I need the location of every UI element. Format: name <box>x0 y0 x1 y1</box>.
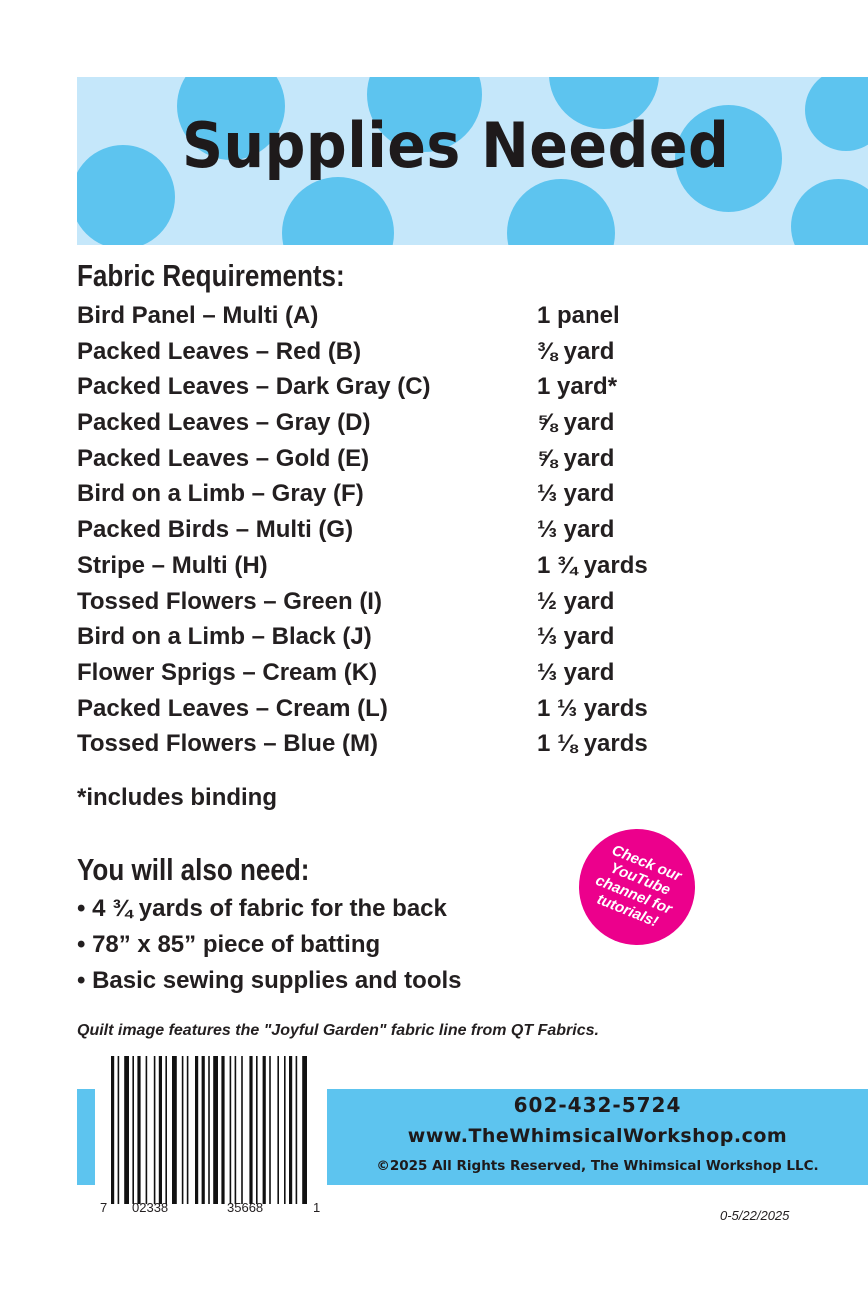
fabric-requirements-heading: Fabric Requirements: <box>77 258 345 293</box>
fabric-row <box>77 373 777 409</box>
barcode-bar <box>202 1056 205 1204</box>
barcode-bar <box>249 1056 252 1204</box>
binding-footnote: *includes binding <box>77 784 278 811</box>
fabric-name: Bird Panel – Multi (A) <box>77 302 319 329</box>
fabric-amount: ⅝ yard <box>537 444 615 472</box>
barcode-bar <box>277 1056 279 1204</box>
document-code: 0-5/22/2025 <box>720 1208 790 1223</box>
copyright-text: ©2025 All Rights Reserved, The Whimsical Workshop LLC. <box>376 1158 819 1174</box>
fabric-amount: ⅝ yard <box>537 409 615 437</box>
fabric-amount: 1 yard* <box>537 373 618 401</box>
fabric-row <box>77 445 777 481</box>
website-link[interactable]: www.TheWhimsicalWorkshop.com <box>407 1125 788 1147</box>
fabric-row <box>77 516 777 552</box>
fabric-amount: 1 ¾ yards <box>537 551 648 579</box>
barcode-digit: 1 <box>313 1200 321 1215</box>
fabric-amount: ½ yard <box>537 587 615 615</box>
barcode-bar <box>296 1056 298 1204</box>
barcode-bar <box>111 1056 114 1204</box>
barcode-bar <box>213 1056 218 1204</box>
fabric-name: Packed Leaves – Red (B) <box>77 337 362 365</box>
fabric-name: Stripe – Multi (H) <box>77 551 268 579</box>
barcode-bar <box>263 1056 266 1204</box>
barcode-bar <box>284 1056 286 1204</box>
fabric-name: Packed Leaves – Gray (D) <box>77 409 371 437</box>
fabric-name: Bird on a Limb – Gray (F) <box>77 480 364 508</box>
barcode-digit: 7 <box>100 1200 108 1215</box>
fabric-row <box>77 338 777 374</box>
barcode-bar <box>165 1056 167 1204</box>
barcode-digit: 35668 <box>227 1200 264 1215</box>
barcode-bar <box>256 1056 258 1204</box>
fabric-name: Tossed Flowers – Green (I) <box>77 587 382 615</box>
fabric-row <box>77 730 777 766</box>
accent-strip <box>77 1089 95 1185</box>
fabric-amount: 1 panel <box>537 302 620 329</box>
fabric-amount: 1 ⅛ yards <box>537 730 648 758</box>
barcode-bar <box>187 1056 189 1204</box>
fabric-row <box>77 659 777 695</box>
youtube-badge <box>579 829 695 945</box>
barcode-bar <box>241 1056 243 1204</box>
also-need-heading: You will also need: <box>77 852 310 887</box>
list-item: • 78” x 85” piece of batting <box>77 931 381 958</box>
barcode-bars <box>111 1056 311 1204</box>
barcode-bar <box>230 1056 232 1204</box>
barcode-bar <box>221 1056 224 1204</box>
page-title: Supplies Needed <box>182 109 730 182</box>
also-need-list <box>77 895 462 1003</box>
fabric-row <box>77 623 777 659</box>
fabric-name: Packed Birds – Multi (G) <box>77 516 354 544</box>
fabric-amount: 1 ⅓ yards <box>537 694 648 722</box>
fabric-list <box>77 302 777 766</box>
barcode-bar <box>137 1056 140 1204</box>
fabric-amount: ⅓ yard <box>537 516 615 544</box>
fabric-amount: ⅜ yard <box>537 337 615 365</box>
barcode-bar <box>124 1056 129 1204</box>
phone-number: 602-432-5724 <box>513 1093 682 1117</box>
list-item: • 4 ¾ yards of fabric for the back <box>77 895 447 922</box>
barcode-bar <box>235 1056 237 1204</box>
barcode-bar <box>146 1056 148 1204</box>
fabric-name: Flower Sprigs – Cream (K) <box>77 658 378 686</box>
fabric-amount: ⅓ yard <box>537 658 615 686</box>
barcode-bar <box>118 1056 120 1204</box>
barcode <box>95 1052 327 1222</box>
fabric-row <box>77 588 777 624</box>
fabric-name: Packed Leaves – Cream (L) <box>77 694 388 722</box>
youtube-badge-text: Check our YouTube channel for tutorials! <box>593 841 684 931</box>
barcode-bar <box>132 1056 134 1204</box>
barcode-bar <box>159 1056 162 1204</box>
fabric-row <box>77 695 777 731</box>
fabric-amount: ⅓ yard <box>537 480 615 508</box>
fabric-row <box>77 409 777 445</box>
fabric-name: Bird on a Limb – Black (J) <box>77 623 372 651</box>
barcode-bar <box>154 1056 156 1204</box>
barcode-bar <box>172 1056 177 1204</box>
barcode-bar <box>195 1056 198 1204</box>
list-item: • Basic sewing supplies and tools <box>77 967 462 994</box>
fabric-name: Packed Leaves – Dark Gray (C) <box>77 373 431 401</box>
fabric-row <box>77 302 777 338</box>
contact-band <box>327 1089 868 1185</box>
fabric-credit: Quilt image features the "Joyful Garden" fabric line from QT Fabrics. <box>77 1022 599 1039</box>
fabric-name: Tossed Flowers – Blue (M) <box>77 730 378 758</box>
fabric-name: Packed Leaves – Gold (E) <box>77 444 370 472</box>
title-banner <box>77 77 868 245</box>
barcode-bar <box>289 1056 292 1204</box>
barcode-digit: 02338 <box>132 1200 169 1215</box>
barcode-bar <box>208 1056 210 1204</box>
fabric-row <box>77 480 777 516</box>
barcode-bar <box>269 1056 271 1204</box>
fabric-amount: ⅓ yard <box>537 623 615 651</box>
barcode-bar <box>182 1056 184 1204</box>
barcode-bar <box>302 1056 307 1204</box>
fabric-row <box>77 552 777 588</box>
